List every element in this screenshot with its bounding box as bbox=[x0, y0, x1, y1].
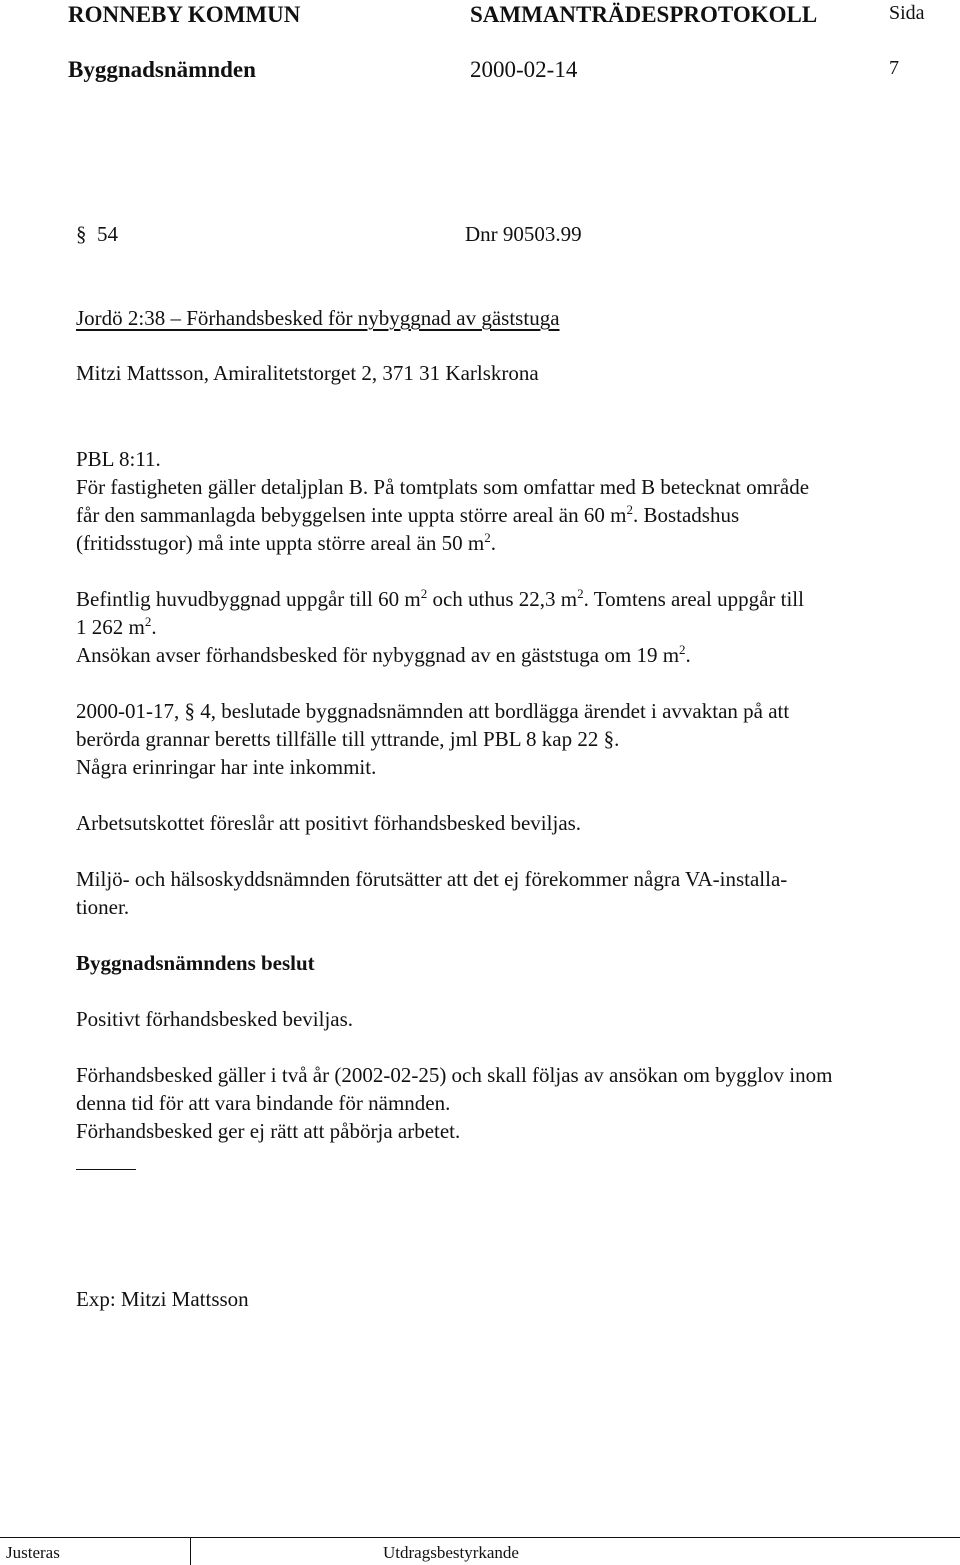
section-mark: § bbox=[603, 727, 615, 751]
application-line: Ansökan avser förhandsbesked för nybyggnad av en gäststuga om 19 $m^2$. bbox=[76, 642, 691, 667]
section-mark: § bbox=[184, 699, 195, 723]
pbl-reference: PBL 8:11. bbox=[76, 447, 161, 471]
existing-line-2: 1 262 $m^2$. bbox=[76, 614, 157, 639]
existing-line-1: Befintlig huvudbyggnad uppgår till 60 $m^2$ och uthus 22,3 $m^2$. Tomtens areal uppgår till bbox=[76, 586, 804, 611]
previous-line-1: 2000-01-17, § 4, beslutade byggnadsnämnden att bordlägga ärendet i avvaktan på att bbox=[76, 699, 790, 723]
plan-line-1: För fastigheten gäller detaljplan B. På tomtplats som omfattar med B betecknat område bbox=[76, 475, 810, 499]
document-type: SAMMANTRÄDESPROTOKOLL bbox=[470, 2, 818, 27]
decision-validity-1: Förhandsbesked gäller i två år (2002-02-25) och skall följas av ansökan om bygglov inom bbox=[76, 1063, 833, 1087]
miljo-line-2: tioner. bbox=[76, 895, 130, 919]
previous-line-3: Några erinringar har inte inkommit. bbox=[76, 755, 377, 779]
decision-heading: Byggnadsnämndens beslut bbox=[76, 951, 315, 975]
case-dnr: Dnr 90503.99 bbox=[465, 222, 582, 246]
page-label: Sida bbox=[889, 2, 925, 24]
expedition: Exp: Mitzi Mattsson bbox=[76, 1287, 249, 1311]
decision-note: Förhandsbesked ger ej rätt att påbörja arbetet. bbox=[76, 1119, 461, 1143]
footer-utdragsbestyrkande: Utdragsbestyrkande bbox=[383, 1543, 519, 1562]
decision-validity-2: denna tid för att vara bindande för nämnden. bbox=[76, 1091, 451, 1115]
footer-rule bbox=[0, 1537, 960, 1538]
section-mark: § bbox=[76, 222, 87, 246]
decision-approved: Positivt förhandsbesked beviljas. bbox=[76, 1007, 354, 1031]
page-number: 7 bbox=[889, 57, 899, 79]
footer-justeras: Justeras bbox=[6, 1543, 60, 1562]
plan-line-3: (fritidsstugor) må inte uppta större areal än 50 $m^2$. bbox=[76, 530, 496, 555]
footer-divider bbox=[190, 1537, 191, 1565]
miljo-line-1: Miljö- och hälsoskyddsnämnden förutsätter att det ej förekommer några VA-installa- bbox=[76, 867, 788, 891]
case-title: Jordö 2:38 – Förhandsbesked för nybyggnad av gäststuga bbox=[76, 306, 560, 330]
section-number: § 54 bbox=[76, 222, 118, 246]
committee-name: Byggnadsnämnden bbox=[68, 57, 256, 82]
short-rule bbox=[76, 1169, 136, 1170]
applicant: Mitzi Mattsson, Amiralitetstorget 2, 371 31 Karlskrona bbox=[76, 361, 539, 385]
previous-line-2: berörda grannar beretts tillfälle till yttrande, jml PBL 8 kap 22 §. bbox=[76, 727, 620, 751]
org-name: RONNEBY KOMMUN bbox=[68, 2, 301, 27]
meeting-date: 2000-02-14 bbox=[470, 57, 578, 82]
au-proposal: Arbetsutskottet föreslår att positivt förhandsbesked beviljas. bbox=[76, 811, 582, 835]
plan-line-2: får den sammanlagda bebyggelsen inte uppta större areal än 60 $m^2$. Bostadshus bbox=[76, 502, 740, 527]
